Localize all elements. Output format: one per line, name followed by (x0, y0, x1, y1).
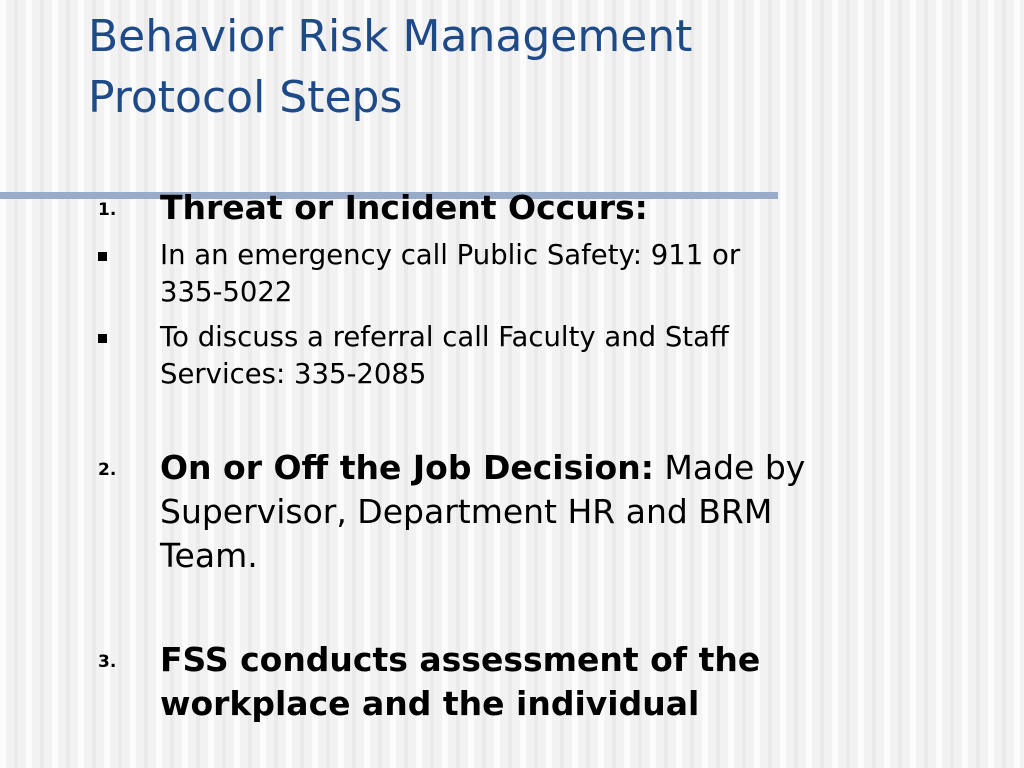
square-bullet-icon (98, 252, 107, 261)
sub-bullet-2-line-1: To discuss a referral call Faculty and Staff (160, 321, 729, 353)
item-3-text (160, 638, 960, 726)
list-number-3: 3. (98, 652, 117, 672)
slide-title-line-2: Protocol Steps (88, 72, 403, 123)
slide-title (88, 6, 988, 128)
list-number-2: 2. (98, 460, 117, 480)
sub-bullet-2-text (160, 319, 920, 393)
item-3-line-2: workplace and the individual (160, 684, 700, 723)
square-bullet-icon (98, 334, 107, 343)
item-2-text (160, 446, 960, 578)
sub-bullet-2-line-2: Services: 335-2085 (160, 358, 427, 390)
item-2-line-2: Supervisor, Department HR and BRM (160, 492, 773, 531)
sub-bullet-1-line-2: 335-5022 (160, 276, 293, 308)
sub-bullet-1-text (160, 237, 920, 311)
item-1-heading: Threat or Incident Occurs: (160, 188, 648, 227)
list-number-1: 1. (98, 200, 117, 220)
item-2-line-1-rest: Made by (653, 448, 806, 487)
item-2-line-3: Team. (160, 536, 258, 575)
item-2-heading: On or Off the Job Decision: (160, 448, 654, 487)
item-3-line-1: FSS conducts assessment of the (160, 640, 761, 679)
slide-title-line-1: Behavior Risk Management (88, 11, 693, 62)
sub-bullet-1-line-1: In an emergency call Public Safety: 911 or (160, 239, 741, 271)
